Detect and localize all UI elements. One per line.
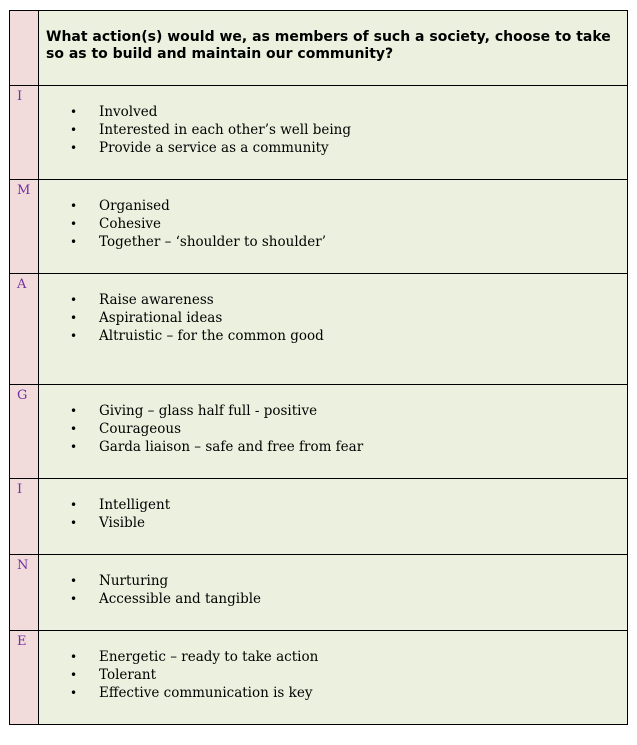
row-letter: I: [17, 482, 23, 497]
content-cell: [39, 555, 628, 631]
list-item: [39, 103, 627, 121]
letter-row: [10, 385, 628, 479]
list-item-text: Interested in each other’s well being: [99, 122, 352, 138]
bullet-icon: •: [70, 199, 78, 213]
list-item: [39, 121, 627, 139]
bullet-list: [39, 631, 627, 702]
letter-row: [10, 631, 628, 725]
list-item: [39, 139, 627, 157]
bullet-list: [39, 385, 627, 456]
bullet-icon: •: [70, 686, 78, 700]
list-item: [39, 233, 627, 251]
bullet-icon: •: [70, 311, 78, 325]
list-item: [39, 309, 627, 327]
bullet-icon: •: [70, 123, 78, 137]
content-cell: [39, 274, 628, 385]
letter-cell: [10, 631, 39, 725]
list-item-text: Organised: [99, 198, 170, 214]
list-item: [39, 402, 627, 420]
list-item-text: Nurturing: [99, 573, 169, 589]
header-letter-cell: [10, 11, 39, 86]
list-item-text: Energetic – ready to take action: [99, 649, 319, 665]
bullet-icon: •: [70, 217, 78, 231]
list-item-text: Provide a service as a community: [99, 140, 329, 156]
list-item: [39, 291, 627, 309]
bullet-list: [39, 86, 627, 157]
list-item: [39, 496, 627, 514]
bullet-icon: •: [70, 404, 78, 418]
letter-row: [10, 180, 628, 274]
bullet-list: [39, 180, 627, 251]
row-letter: I: [17, 89, 23, 104]
list-item-text: Courageous: [99, 421, 182, 437]
list-item-text: Cohesive: [99, 216, 162, 232]
list-item: [39, 514, 627, 532]
list-item: [39, 438, 627, 456]
list-item-text: Together – ‘shoulder to shoulder’: [99, 234, 327, 250]
bullet-icon: •: [70, 293, 78, 307]
row-letter: E: [17, 634, 27, 649]
bullet-icon: •: [70, 105, 78, 119]
letter-row: [10, 479, 628, 555]
row-letter: A: [17, 277, 27, 292]
content-cell: [39, 631, 628, 725]
letter-cell: [10, 479, 39, 555]
letter-cell: [10, 385, 39, 479]
header-question-cell: [39, 11, 628, 86]
bullet-icon: •: [70, 516, 78, 530]
list-item-text: Visible: [99, 515, 146, 531]
letter-cell: [10, 180, 39, 274]
row-letter: M: [17, 183, 31, 198]
bullet-icon: •: [70, 440, 78, 454]
bullet-list: [39, 479, 627, 532]
header-question: What action(s) would we, as members of such a society, choose to take so as to build and maintain our community?: [46, 29, 611, 62]
bullet-icon: •: [70, 650, 78, 664]
list-item: [39, 648, 627, 666]
bullet-icon: •: [70, 422, 78, 436]
bullet-icon: •: [70, 592, 78, 606]
bullet-icon: •: [70, 574, 78, 588]
list-item: [39, 684, 627, 702]
letter-cell: [10, 274, 39, 385]
list-item-text: Garda liaison – safe and free from fear: [99, 439, 364, 455]
list-item-text: Giving – glass half full - positive: [99, 403, 318, 419]
bullet-icon: •: [70, 141, 78, 155]
letter-cell: [10, 86, 39, 180]
list-item: [39, 572, 627, 590]
content-cell: [39, 479, 628, 555]
letter-row: [10, 274, 628, 385]
list-item: [39, 666, 627, 684]
list-item-text: Involved: [99, 104, 158, 120]
list-item: [39, 327, 627, 345]
imagine-table: [9, 10, 628, 725]
content-cell: [39, 180, 628, 274]
bullet-icon: •: [70, 498, 78, 512]
list-item-text: Accessible and tangible: [99, 591, 262, 607]
bullet-icon: •: [70, 668, 78, 682]
letter-row: [10, 86, 628, 180]
bullet-list: [39, 274, 627, 345]
list-item: [39, 420, 627, 438]
list-item-text: Tolerant: [99, 667, 157, 683]
row-letter: G: [17, 388, 28, 403]
list-item: [39, 215, 627, 233]
list-item-text: Aspirational ideas: [99, 310, 223, 326]
list-item: [39, 197, 627, 215]
content-cell: [39, 385, 628, 479]
content-cell: [39, 86, 628, 180]
bullet-list: [39, 555, 627, 608]
list-item-text: Raise awareness: [99, 292, 214, 308]
list-item: [39, 590, 627, 608]
list-item-text: Intelligent: [99, 497, 171, 513]
letter-row: [10, 555, 628, 631]
bullet-icon: •: [70, 329, 78, 343]
list-item-text: Altruistic – for the common good: [99, 328, 324, 344]
bullet-icon: •: [70, 235, 78, 249]
list-item-text: Effective communication is key: [99, 685, 313, 701]
letter-cell: [10, 555, 39, 631]
row-letter: N: [17, 558, 29, 573]
header-row: [10, 11, 628, 86]
